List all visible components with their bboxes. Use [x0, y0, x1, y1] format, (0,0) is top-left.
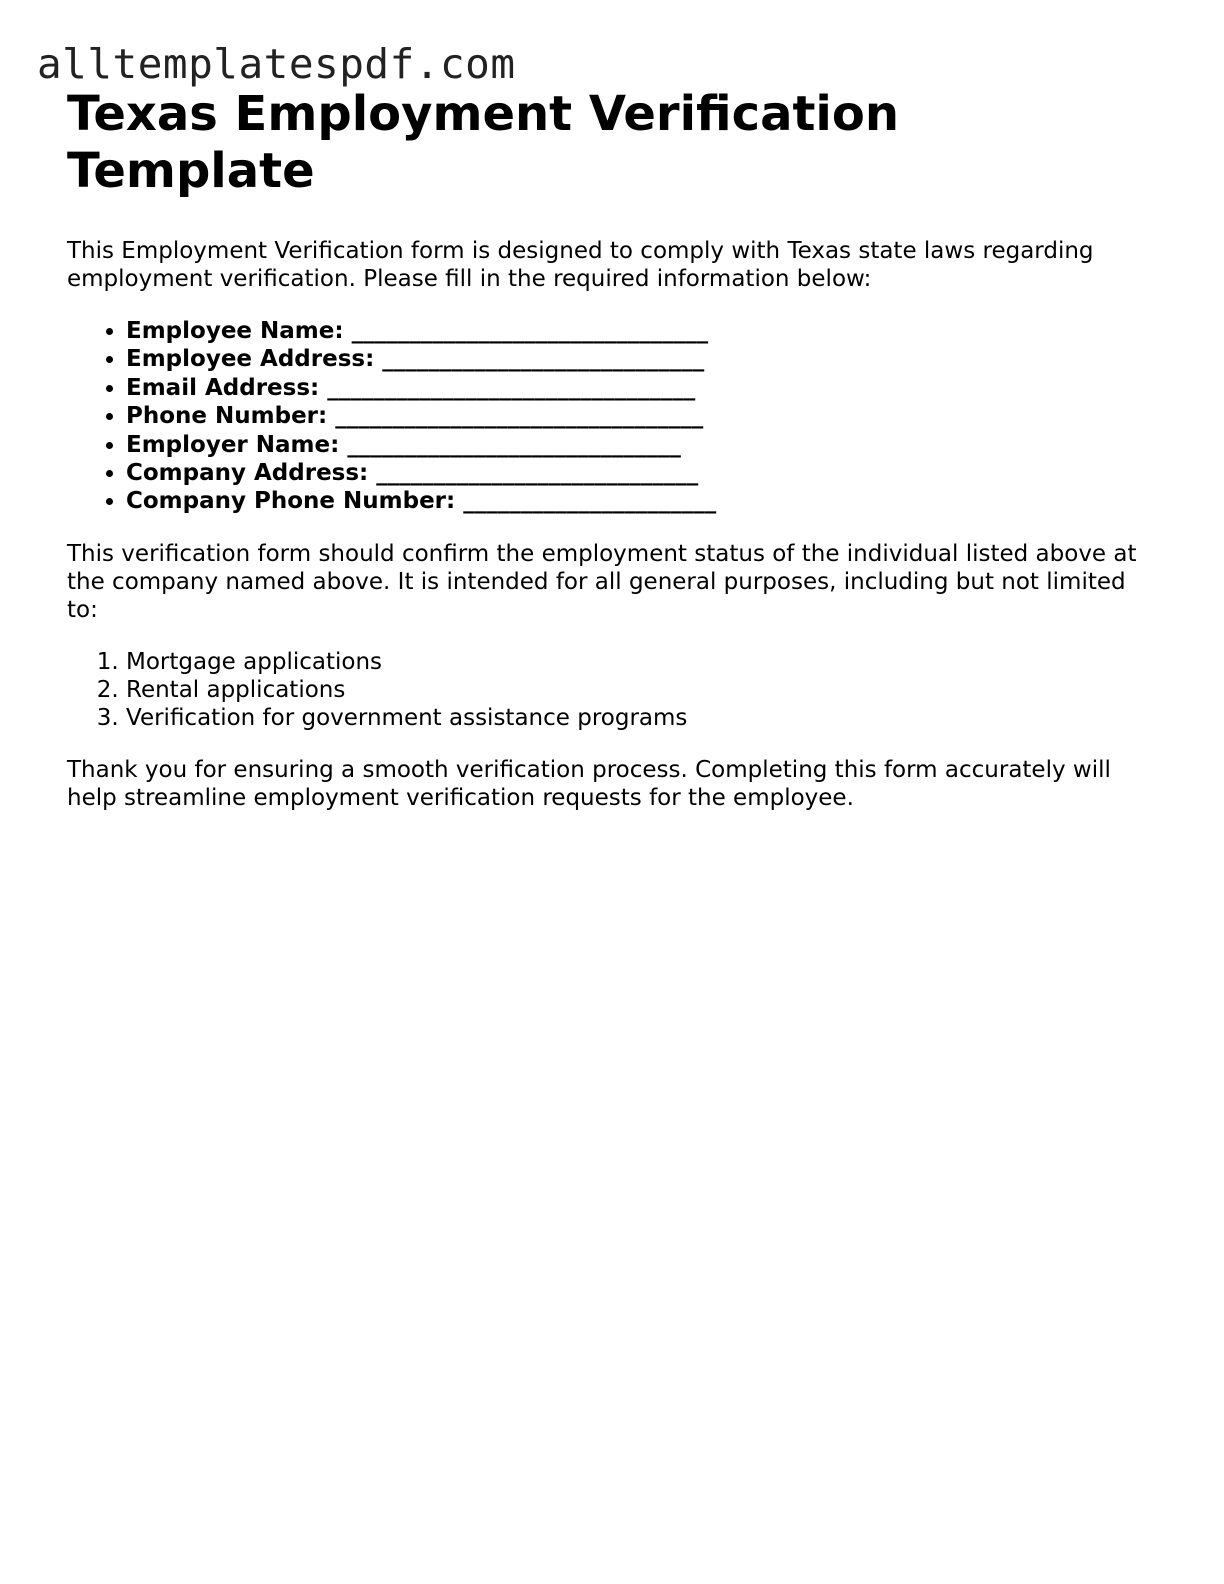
field-blank: ____________________________ — [382, 346, 705, 373]
field-label: Company Address: — [126, 460, 369, 487]
list-item — [126, 459, 1157, 487]
closing-paragraph: Thank you for ensuring a smooth verification process. Completing this form accurately will help streamline employment verification requests for the employee. — [67, 756, 1111, 811]
body-paragraph: This verification form should confirm the employment status of the individual listed above at the company named above. It is intended for all general purposes, including but not limited to: — [67, 540, 1137, 623]
document-content — [67, 86, 1157, 812]
field-label: Employee Name: — [126, 318, 344, 344]
list-item: 3. Verification for government assistance programs — [126, 704, 1157, 732]
field-blank: _____________________________ — [347, 431, 681, 458]
field-blank: ______________________ — [463, 488, 717, 515]
field-label: Employer Name: — [126, 431, 340, 458]
page-title: Texas Employment Verification Template — [67, 86, 900, 199]
field-list — [67, 317, 1157, 516]
intro-paragraph: This Employment Verification form is designed to comply with Texas state laws regarding employment verification. Please fill in the required information below: — [67, 238, 1094, 292]
list-item: 1. Mortgage applications — [126, 648, 1157, 676]
field-blank: ________________________________ — [335, 403, 704, 430]
field-label: Company Phone Number: — [126, 488, 456, 515]
watermark: alltemplatespdf.com — [37, 40, 516, 88]
field-blank: _______________________________ — [351, 318, 709, 344]
list-item — [126, 317, 1157, 345]
list-item — [126, 402, 1157, 430]
field-label: Email Address: — [126, 374, 320, 401]
list-item — [126, 487, 1157, 515]
field-blank: ________________________________ — [327, 374, 696, 401]
list-item — [126, 374, 1157, 402]
list-item — [126, 431, 1157, 459]
field-blank: ____________________________ — [376, 460, 699, 487]
field-label: Phone Number: — [126, 403, 328, 430]
field-label: Employee Address: — [126, 346, 375, 373]
purpose-list — [67, 648, 1157, 732]
list-item: 2. Rental applications — [126, 676, 1157, 704]
list-item — [126, 345, 1157, 373]
